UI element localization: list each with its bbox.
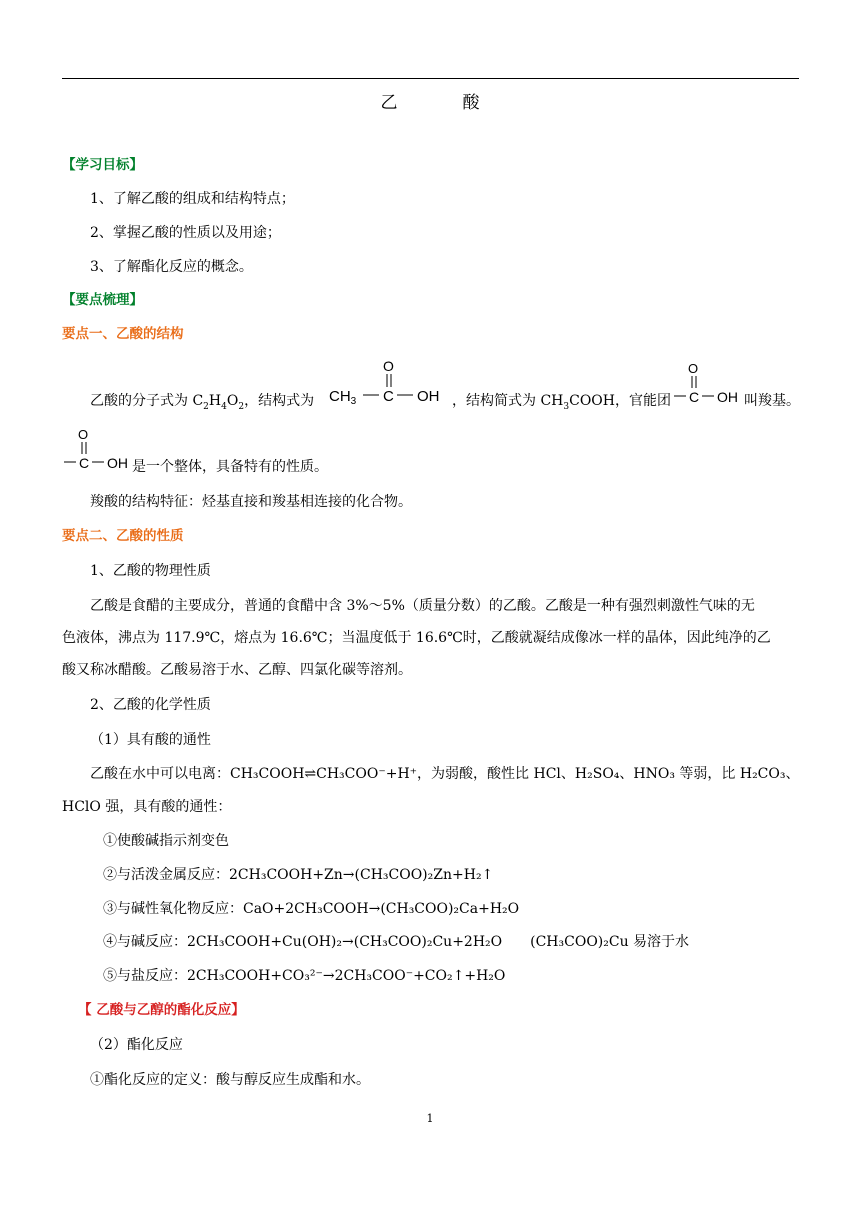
structure-sentence-cont (452, 391, 671, 411)
oxygen-label: O (688, 362, 699, 376)
carbon-label: C (383, 388, 394, 405)
acid-header: （1）具有酸的通性 (90, 732, 211, 748)
carboxyl-formula (672, 362, 742, 406)
page-number: 1 (426, 1112, 434, 1125)
goal-item: 2、掌握乙酸的性质以及用途； (90, 225, 281, 241)
carboxylic-feature: 羧酸的结构特征：烃基直接和羧基相连接的化合物。 (90, 494, 412, 510)
carbon-label: C (689, 389, 700, 405)
ester-header: 【 乙酸与乙醇的酯化反应】 (78, 1002, 245, 1018)
oh-label: OH (107, 455, 128, 471)
physical-text: 酸又称冰醋酸。乙酸易溶于水、乙醇、四氯化碳等溶剂。 (62, 662, 412, 678)
oh-label: OH (417, 388, 440, 405)
subscript: 4 (221, 401, 227, 412)
point2-header: 要点二、乙酸的性质 (62, 528, 184, 544)
goal-item: 1、了解乙酸的组成和结构特点； (90, 191, 295, 207)
ester-subheader: （2）酯化反应 (90, 1037, 183, 1053)
ch3-label: $CH_3$ (329, 388, 357, 406)
ionization-text: HClO 强，具有酸的通性： (62, 799, 232, 815)
goals-header: 【学习目标】 (62, 157, 143, 173)
carboxyl-label: 叫羧基。 (744, 393, 800, 409)
property-item: ⑤与盐反应：2CH₃COOH+CO₃²⁻→2CH₃COO⁻+CO₂↑+H₂O (103, 968, 506, 984)
text-span: 乙酸的分子式为 C (90, 393, 204, 409)
physical-header: 1、乙酸的物理性质 (90, 563, 211, 579)
text-span: O (226, 393, 239, 409)
ester-definition: ①酯化反应的定义：酸与醇反应生成酯和水。 (90, 1072, 370, 1088)
subscript: 2 (238, 401, 245, 412)
structural-formula (327, 358, 449, 406)
text-span: ，结构简式为 CH (452, 393, 564, 409)
goal-item: 3、了解酯化反应的概念。 (90, 259, 253, 275)
physical-text: 乙酸是食醋的主要成分，普通的食醋中含 3%～5%（质量分数）的乙酸。乙酸是一种有强烈刺激性气味的无 (90, 598, 755, 614)
structure-sentence (90, 391, 314, 411)
physical-text: 色液体，沸点为 117.9℃，熔点为 16.6℃；当温度低于 16.6℃时，乙酸就凝结成像冰一样的晶体，因此纯净的乙 (62, 630, 771, 646)
property-item: ②与活泼金属反应：2CH₃COOH+Zn→(CH₃COO)₂Zn+H₂↑ (103, 867, 494, 883)
points-header: 【要点梳理】 (62, 292, 143, 308)
chemical-header: 2、乙酸的化学性质 (90, 697, 211, 713)
oxygen-label: O (383, 358, 394, 374)
property-item: ④与碱反应：2CH₃COOH+Cu(OH)₂→(CH₃COO)₂Cu+2H₂O (CH₃COO)₂Cu 易溶于水 (103, 934, 690, 950)
subscript: 3 (563, 401, 570, 412)
carboxyl-formula (62, 428, 132, 472)
point1-header: 要点一、乙酸的结构 (62, 326, 184, 342)
oh-label: OH (717, 389, 738, 405)
page-title: 乙 酸 (380, 93, 504, 113)
text-span: ，结构式为 (244, 393, 315, 409)
oxygen-label: O (78, 428, 89, 442)
subscript: 2 (203, 401, 209, 412)
carboxyl-note: 是一个整体，具备特有的性质。 (132, 459, 328, 475)
carbon-label: C (79, 455, 90, 471)
ionization-text: 乙酸在水中可以电离：CH₃COOH⇌CH₃COO⁻+H⁺，为弱酸，酸性比 HCl、H₂SO₄、HNO₃ 等弱，比 H₂CO₃、 (90, 766, 800, 782)
header-rule (62, 78, 799, 79)
property-item: ①使酸碱指示剂变色 (103, 833, 229, 849)
property-item: ③与碱性氧化物反应：CaO+2CH₃COOH→(CH₃COO)₂Ca+H₂O (103, 901, 520, 917)
text-span: H (208, 393, 222, 409)
text-span: COOH，官能团 (569, 393, 671, 409)
